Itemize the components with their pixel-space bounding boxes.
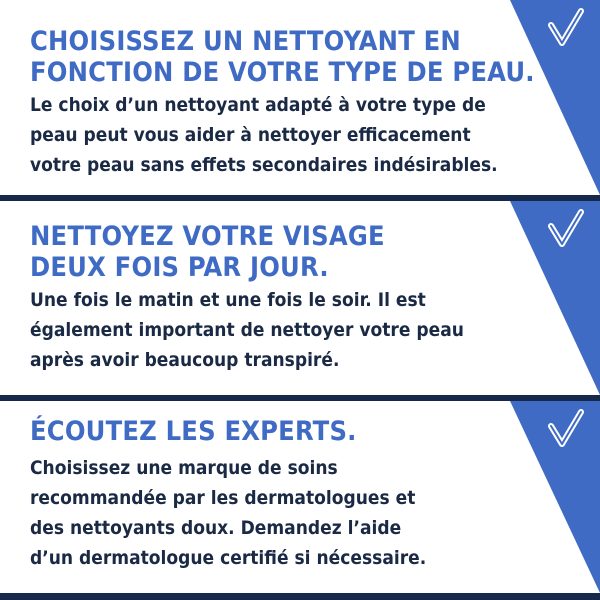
tip-body: Choisissez une marque de soins recommandée par les dermatologues et des nettoyants doux. Demandez l’aide d’un dermatologue certifié si nécessaire.: [30, 457, 427, 569]
tip-title: ÉCOUTEZ LES EXPERTS.: [30, 416, 357, 447]
tip-title: CHOISISSEZ UN NETTOYANT EN FONCTION DE VOTRE TYPE DE PEAU.: [30, 26, 535, 88]
tip-body: Le choix d’un nettoyant adapté à votre type de peau peut vous aider à nettoyer efficacement votre peau sans effets secondaires indésirables.: [30, 94, 498, 176]
tip-title: NETTOYEZ VOTRE VISAGE DEUX FOIS PAR JOUR.: [30, 221, 385, 283]
tip-panel-1: [0, 0, 600, 195]
tip-panel-3: [0, 401, 600, 593]
tip-panel-2: [0, 201, 600, 395]
tip-body: Une fois le matin et une fois le soir. Il est également important de nettoyer votre peau après avoir beaucoup transpiré.: [30, 289, 464, 371]
